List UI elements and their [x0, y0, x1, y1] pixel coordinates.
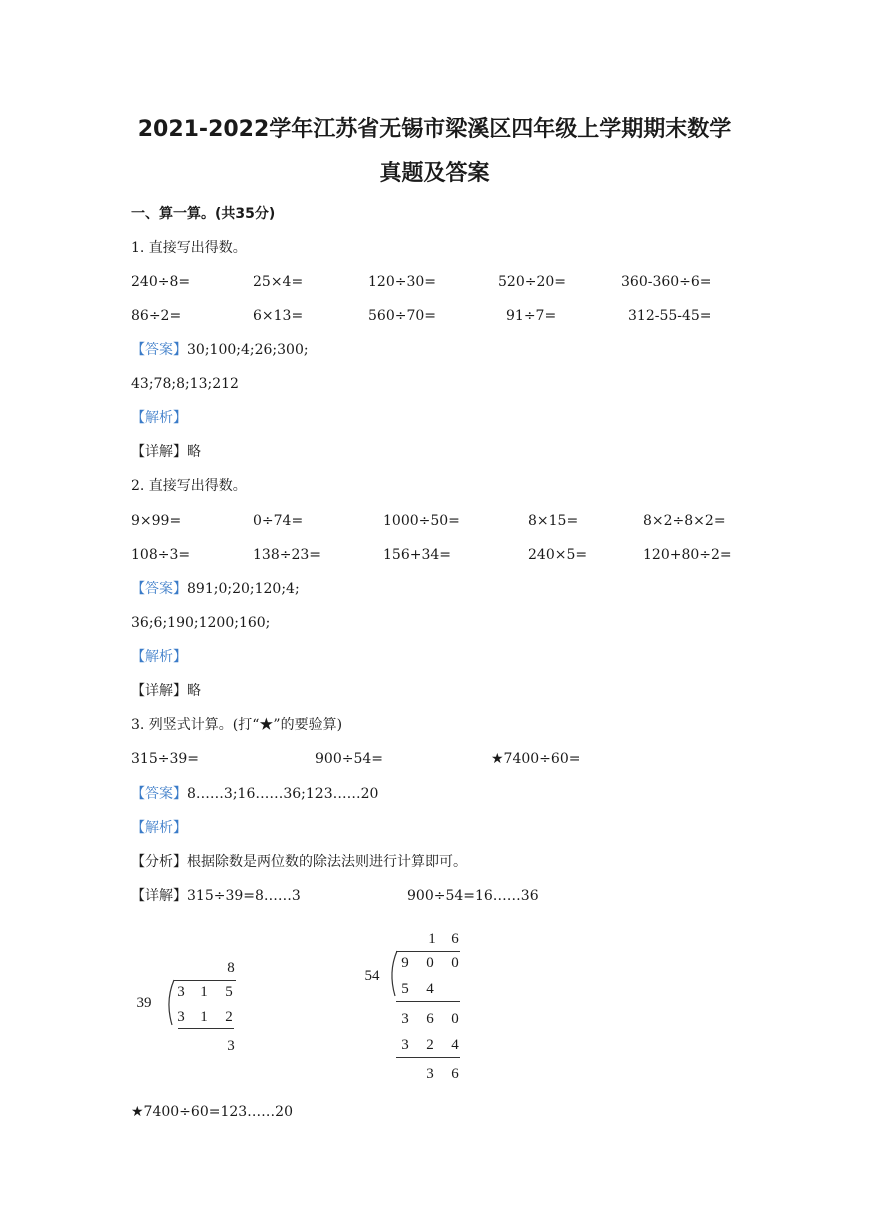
q3-item: 315÷39=: [131, 751, 199, 767]
q3-answer-line: [131, 785, 378, 803]
q2-detail-text: 略: [187, 683, 201, 699]
detail-label: 【详解】: [131, 444, 187, 460]
ld1-product-digit: 1: [200, 1009, 208, 1025]
analysis-label: 【解析】: [131, 410, 187, 426]
ld2-partial-digit: 0: [451, 1011, 459, 1027]
q2-row2-item: 120+80÷2=: [643, 547, 732, 563]
q3-detail-b: 900÷54=16……36: [407, 888, 539, 904]
page-subtitle: 真题及答案: [379, 161, 490, 186]
question-2-stem: 2. 直接写出得数。: [131, 478, 247, 494]
fenxi-label: 【分析】: [131, 854, 187, 870]
answer-label: 【答案】: [131, 342, 187, 358]
q3-answer-values: 8……3;16……36;123……20: [187, 786, 379, 802]
ld2-divisor: 54: [364, 968, 380, 984]
ld1-remainder: 3: [227, 1038, 235, 1054]
ld2-product2-digit: 2: [426, 1037, 434, 1053]
q1-detail-text: 略: [187, 444, 201, 460]
q2-row2-item: 156+34=: [383, 547, 451, 563]
ld1-subtraction-line: [178, 1028, 234, 1029]
ld2-product1-digit: 4: [426, 981, 434, 997]
ld1-product-digit: 2: [225, 1009, 233, 1025]
ld2-vinculum: [396, 951, 460, 952]
ld1-dividend-digit: 5: [225, 984, 233, 1000]
q3-detail-a: 315÷39=8……3: [187, 888, 301, 904]
q1-answer-values: 30;100;4;26;300;: [187, 342, 309, 358]
ld2-dividend-digit: 0: [451, 955, 459, 971]
section-heading: 一、算一算。(共35分): [131, 206, 276, 222]
ld2-dividend-digit: 0: [426, 955, 434, 971]
answer-label: 【答案】: [131, 581, 187, 597]
ld1-quotient: 8: [227, 960, 235, 976]
q3-fenxi-text: 根据除数是两位数的除法法则进行计算即可。: [187, 854, 467, 870]
q2-row1-item: 1000÷50=: [383, 513, 460, 529]
q2-answer-values: 891;0;20;120;4;: [187, 581, 300, 597]
q1-row2-item: 91÷7=: [506, 308, 557, 324]
ld1-product-digit: 3: [177, 1009, 185, 1025]
ld2-quotient-digit: 1: [428, 931, 436, 947]
answer-label: 【答案】: [131, 786, 187, 802]
ld1-vinculum: [174, 980, 236, 981]
q2-detail-line: [131, 682, 201, 700]
q1-answer-line2: 43;78;8;13;212: [131, 376, 239, 392]
ld2-subtraction-line: [396, 1057, 460, 1058]
ld2-partial-digit: 3: [401, 1011, 409, 1027]
ld2-quotient-digit: 6: [451, 931, 459, 947]
page-title: 2021-2022学年江苏省无锡市梁溪区四年级上学期期末数学: [137, 117, 732, 142]
q1-row2-item: 6×13=: [253, 308, 304, 324]
q2-answer-line: [131, 580, 300, 598]
q3-item: 900÷54=: [315, 751, 383, 767]
detail-label: 【详解】: [131, 888, 187, 904]
q3-last-line: ★7400÷60=123……20: [131, 1104, 293, 1120]
q2-answer-line2: 36;6;190;1200;160;: [131, 615, 271, 631]
ld1-divisor: 39: [136, 995, 152, 1011]
ld2-product2-digit: 3: [401, 1037, 409, 1053]
q1-row1-item: 360-360÷6=: [621, 274, 712, 290]
q2-row2-item: 108÷3=: [131, 547, 191, 563]
q1-row2-item: 312-55-45=: [628, 308, 712, 324]
q1-detail-line: [131, 443, 201, 461]
q2-row2-item: 240×5=: [528, 547, 588, 563]
q3-fenxi-line: [131, 853, 467, 871]
ld2-product2-digit: 4: [451, 1037, 459, 1053]
q1-row1-item: 25×4=: [253, 274, 304, 290]
ld2-partial-digit: 6: [426, 1011, 434, 1027]
analysis-label: 【解析】: [131, 820, 187, 836]
q1-answer-line: [131, 341, 309, 359]
q1-row1-item: 520÷20=: [498, 274, 566, 290]
q2-row2-item: 138÷23=: [253, 547, 321, 563]
q1-row1-item: 240÷8=: [131, 274, 191, 290]
q3-detail-line: [131, 887, 301, 905]
q1-row2-item: 86÷2=: [131, 308, 182, 324]
q3-item: ★7400÷60=: [491, 751, 581, 767]
ld2-remainder-digit: 3: [426, 1066, 434, 1082]
ld2-product1-digit: 5: [401, 981, 409, 997]
q2-row1-item: 8×2÷8×2=: [643, 513, 726, 529]
ld2-subtraction-line: [396, 1001, 460, 1002]
q2-row1-item: 0÷74=: [253, 513, 304, 529]
ld2-remainder-digit: 6: [451, 1066, 459, 1082]
q1-row2-item: 560÷70=: [368, 308, 436, 324]
q1-row1-item: 120÷30=: [368, 274, 436, 290]
analysis-label: 【解析】: [131, 649, 187, 665]
ld1-dividend-digit: 1: [200, 984, 208, 1000]
q2-row1-item: 9×99=: [131, 513, 182, 529]
ld1-dividend-digit: 3: [177, 984, 185, 1000]
q2-row1-item: 8×15=: [528, 513, 579, 529]
ld2-dividend-digit: 9: [401, 955, 409, 971]
detail-label: 【详解】: [131, 683, 187, 699]
question-1-stem: 1. 直接写出得数。: [131, 240, 247, 256]
question-3-stem: 3. 列竖式计算。(打“★”的要验算): [131, 717, 343, 733]
